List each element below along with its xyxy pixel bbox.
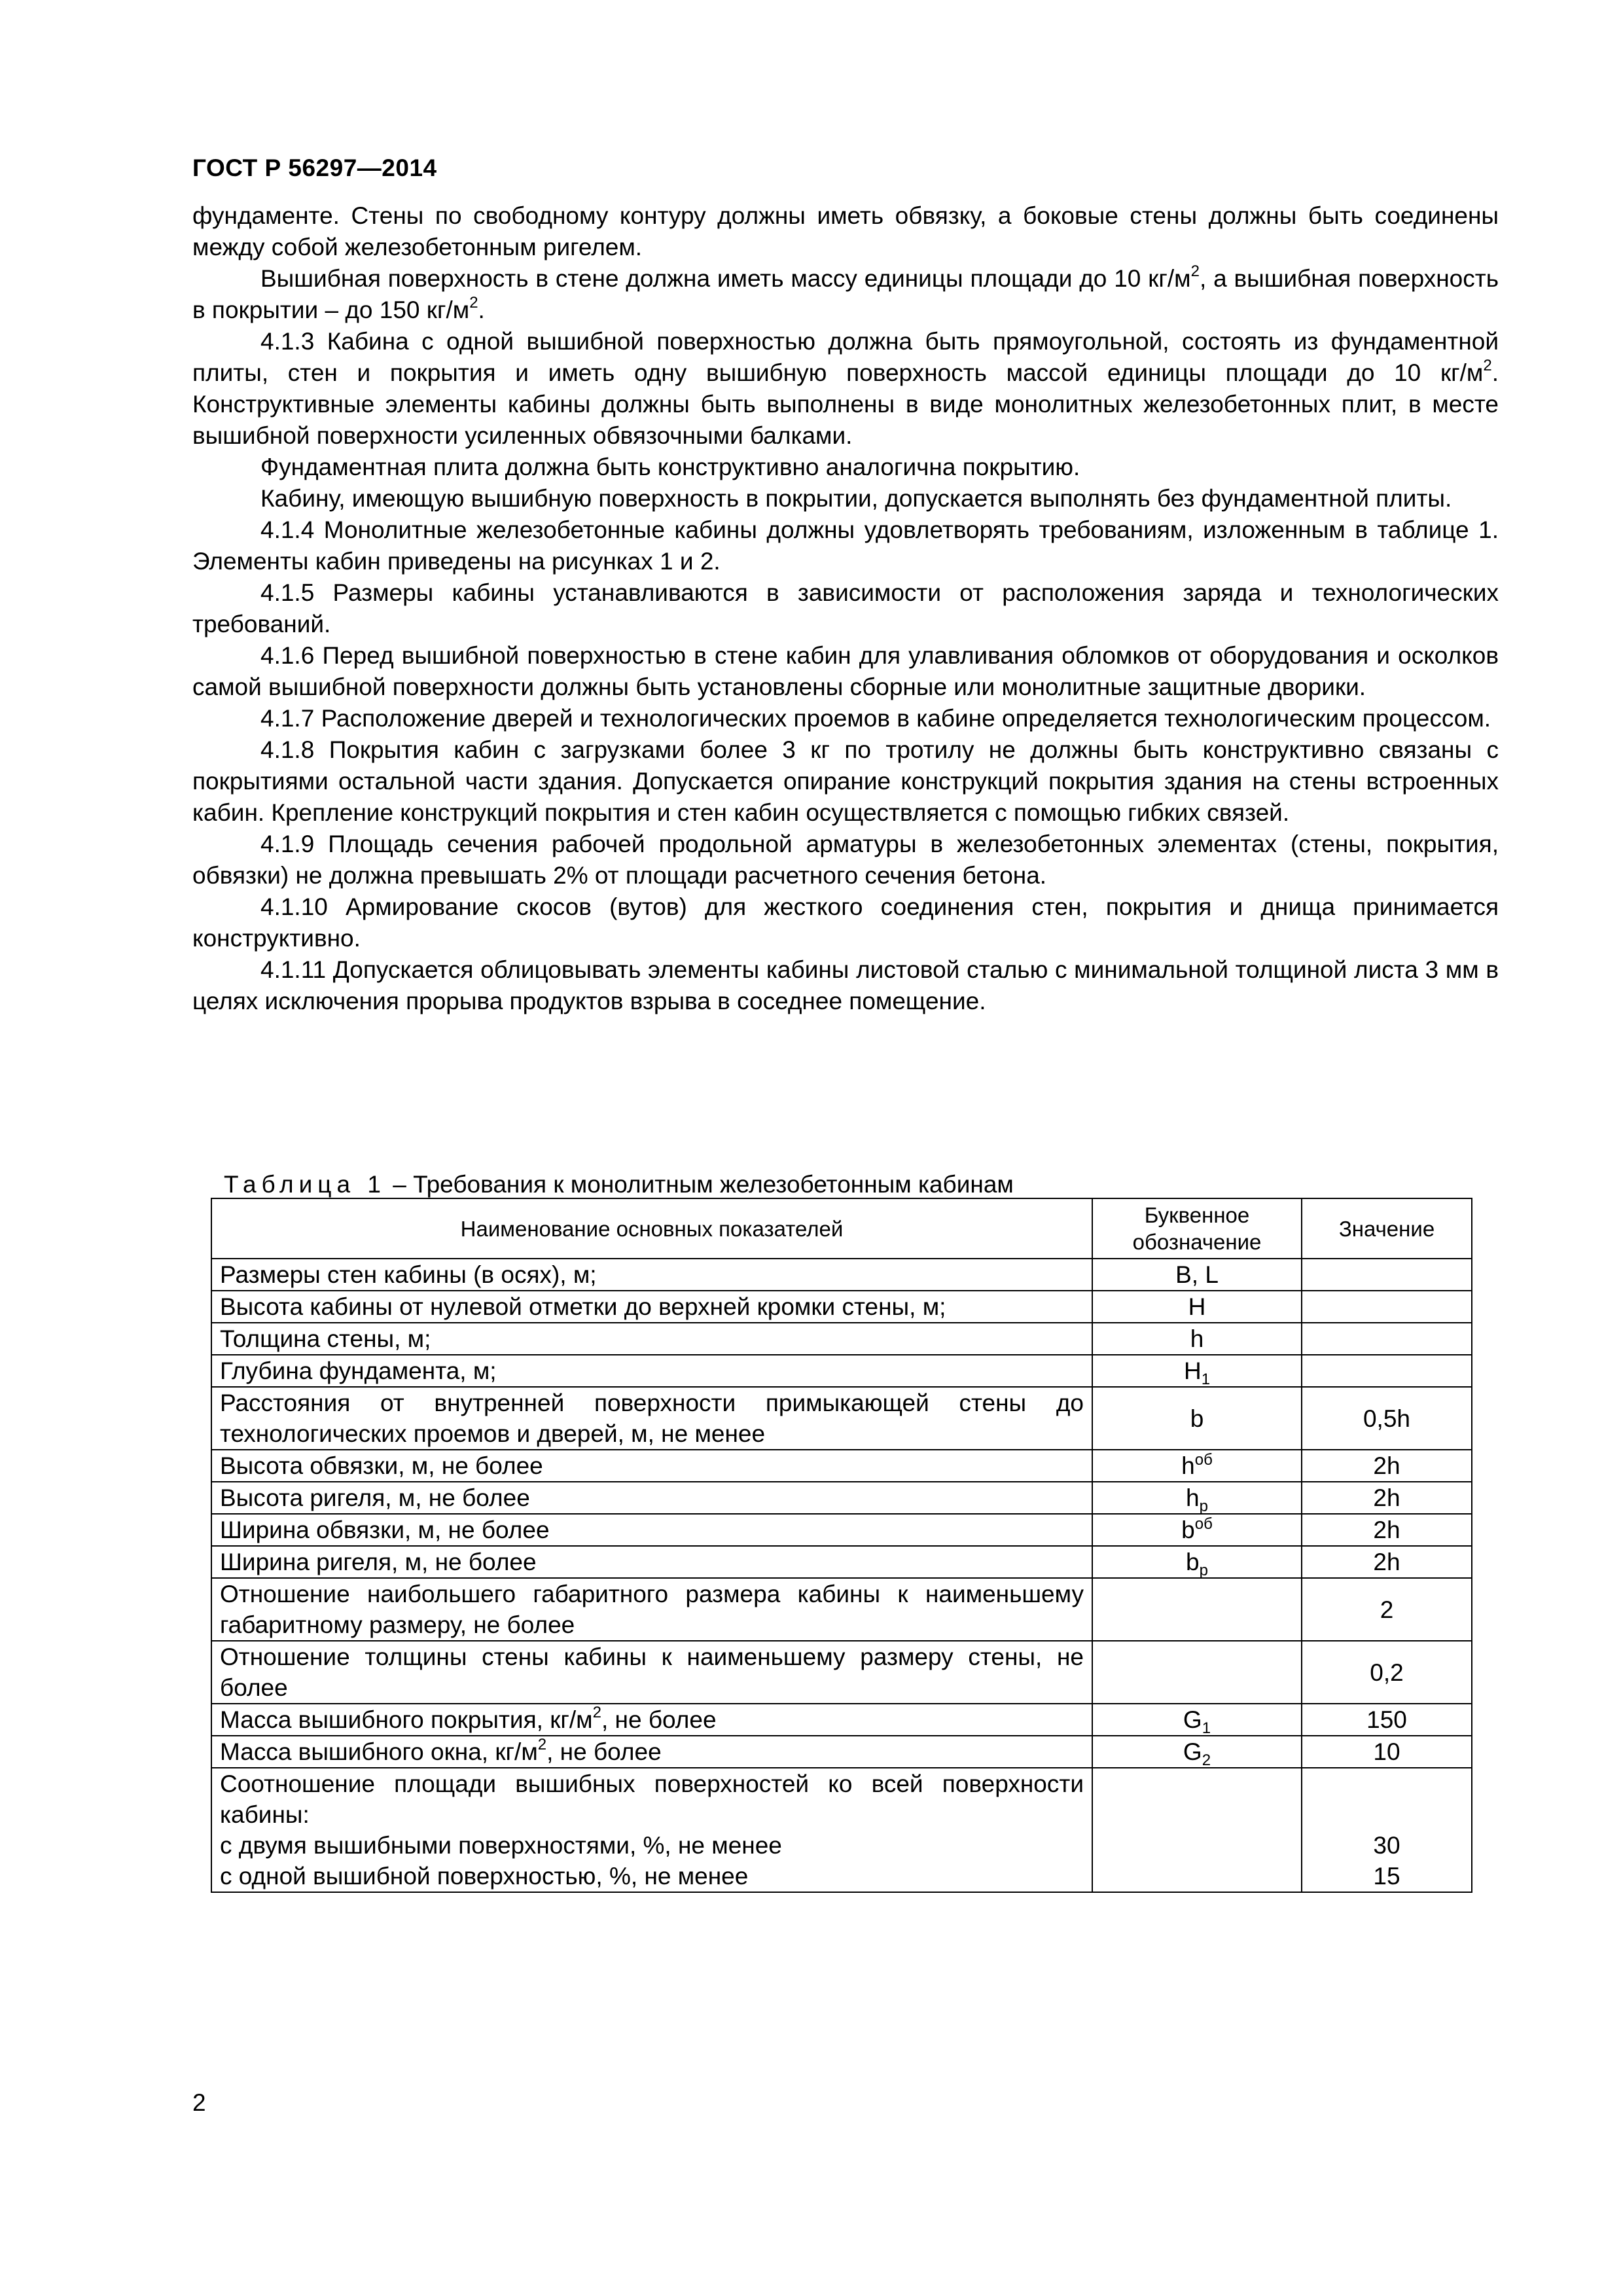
table-row — [211, 1514, 1472, 1546]
paragraph: Кабину, имеющую вышибную поверхность в покрытии, допускается выполнять без фундаментной плиты. — [260, 485, 1452, 512]
row-value: 2h — [1302, 1482, 1472, 1514]
row-symbol: $b^{об}$ — [1092, 1514, 1302, 1546]
paragraph: 4.1.3 Кабина с одной вышибной поверхностью должна быть прямоугольной, состоять из фундаментной плиты, стен и покрытия и иметь одну вышибную поверхность массой единицы площади до 10 $кг/м^2$. Конструктивные элементы кабины должны быть выполнены в виде монолитных железобетонных плит, в месте вышибной поверхности усиленных обвязочными балками. — [192, 328, 1499, 449]
paragraph: Вышибная поверхность в стене должна иметь массу единицы площади до 10 $кг/м^2$, а вышибная поверхность в покрытии – до 150 $кг/м^2$. — [192, 262, 1499, 323]
table-row — [211, 1387, 1472, 1450]
row-value: 2h — [1302, 1546, 1472, 1578]
row-value: 10 — [1302, 1736, 1472, 1768]
paragraph: 4.1.7 Расположение дверей и технологических проемов в кабине определяется технологическим процессом. — [260, 705, 1491, 732]
table-row — [211, 1704, 1472, 1736]
row-name: Размеры стен кабины (в осях), м; — [211, 1259, 1092, 1291]
paragraph: 4.1.6 Перед вышибной поверхностью в стене кабин для улавливания обломков от оборудования и осколков самой вышибной поверхности должны быть установлены сборные или монолитные защитные дворики. — [192, 642, 1499, 700]
row-name: Ширина ригеля, м, не более — [211, 1546, 1092, 1578]
paragraph: Фундаментная плита должна быть конструктивно аналогична покрытию. — [260, 454, 1080, 480]
paragraph: 4.1.4 Монолитные железобетонные кабины должны удовлетворять требованиям, изложенным в таблице 1. Элементы кабин приведены на рисунках 1 и 2. — [192, 516, 1499, 575]
body-text — [192, 200, 1499, 1017]
row-name: Масса вышибного окна, $кг/м^2$, не более — [211, 1736, 1092, 1768]
paragraph: фундаменте. Стены по свободному контуру должны иметь обвязку, а боковые стены должны быть соединены между собой железобетонным ригелем. — [192, 202, 1499, 260]
row-symbol: B, L — [1092, 1259, 1302, 1291]
row-name: Расстояния от внутренней поверхности примыкающей стены до технологических проемов и дверей, м, не менее — [211, 1387, 1092, 1450]
row-symbol — [1092, 1578, 1302, 1641]
requirements-table — [211, 1198, 1472, 1893]
row-name: Высота обвязки, м, не более — [211, 1450, 1092, 1482]
table-row — [211, 1450, 1472, 1482]
row-value — [1302, 1291, 1472, 1323]
row-value — [1302, 1355, 1472, 1387]
page-number: 2 — [192, 2089, 206, 2116]
table-row — [211, 1546, 1472, 1578]
row-value: 2 — [1302, 1578, 1472, 1641]
column-header-name: Наименование основных показателей — [211, 1198, 1092, 1259]
row-symbol: $b_р$ — [1092, 1546, 1302, 1578]
row-symbol: $h_р$ — [1092, 1482, 1302, 1514]
row-symbol: h — [1092, 1323, 1302, 1355]
row-value: 2h — [1302, 1450, 1472, 1482]
row-value — [1302, 1323, 1472, 1355]
row-name: Соотношение площади вышибных поверхностей ко всей поверхности кабины: с двумя вышибными поверхностями, %, не менее с одной вышибной поверхностью, %, не менее — [211, 1768, 1092, 1892]
row-name: Отношение наибольшего габаритного размера кабины к наименьшему габаритному размеру, не более — [211, 1578, 1092, 1641]
table-row — [211, 1482, 1472, 1514]
table-row — [211, 1259, 1472, 1291]
table-row — [211, 1291, 1472, 1323]
row-symbol — [1092, 1641, 1302, 1704]
table-row — [211, 1641, 1472, 1704]
row-name: Высота ригеля, м, не более — [211, 1482, 1092, 1514]
column-header-value: Значение — [1302, 1198, 1472, 1259]
row-name: Толщина стены, м; — [211, 1323, 1092, 1355]
row-value: 0,5h — [1302, 1387, 1472, 1450]
row-symbol: $H_1$ — [1092, 1355, 1302, 1387]
paragraph: 4.1.10 Армирование скосов (вутов) для жесткого соединения стен, покрытия и днища принимается конструктивно. — [192, 893, 1499, 952]
row-symbol: H — [1092, 1291, 1302, 1323]
row-value: 0,2 — [1302, 1641, 1472, 1704]
paragraph: 4.1.5 Размеры кабины устанавливаются в зависимости от расположения заряда и технологических требований. — [192, 579, 1499, 637]
row-symbol — [1092, 1768, 1302, 1892]
row-name: Ширина обвязки, м, не более — [211, 1514, 1092, 1546]
paragraph: 4.1.11 Допускается облицовывать элементы кабины листовой сталью с минимальной толщиной листа 3 мм в целях исключения прорыва продуктов взрыва в соседнее помещение. — [192, 956, 1499, 1014]
table-caption: Таблица 1 – Требования к монолитным железобетонным кабинам — [224, 1171, 1014, 1198]
table-row — [211, 1736, 1472, 1768]
column-header-symbol: Буквенное обозначение — [1092, 1198, 1302, 1259]
table-row — [211, 1578, 1472, 1641]
table-row — [211, 1323, 1472, 1355]
row-name: Масса вышибного покрытия, $кг/м^2$, не более — [211, 1704, 1092, 1736]
row-symbol: $G_2$ — [1092, 1736, 1302, 1768]
table-header-row — [211, 1198, 1472, 1259]
paragraph: 4.1.8 Покрытия кабин с загрузками более 3 кг по тротилу не должны быть конструктивно связаны с покрытиями остальной части здания. Допускается опирание конструкций покрытия здания на стены встроенных кабин. Крепление конструкций покрытия и стен кабин осуществляется с помощью гибких связей. — [192, 736, 1499, 826]
row-value: 30 15 — [1302, 1768, 1472, 1892]
row-value: 150 — [1302, 1704, 1472, 1736]
row-value — [1302, 1259, 1472, 1291]
row-name: Глубина фундамента, м; — [211, 1355, 1092, 1387]
row-value: 2h — [1302, 1514, 1472, 1546]
row-symbol: $h^{об}$ — [1092, 1450, 1302, 1482]
paragraph: 4.1.9 Площадь сечения рабочей продольной арматуры в железобетонных элементах (стены, покрытия, обвязки) не должна превышать 2% от площади расчетного сечения бетона. — [192, 831, 1499, 889]
row-symbol: $G_1$ — [1092, 1704, 1302, 1736]
table-row — [211, 1355, 1472, 1387]
document-header: ГОСТ Р 56297—2014 — [192, 154, 437, 181]
table-row — [211, 1768, 1472, 1892]
row-name: Высота кабины от нулевой отметки до верхней кромки стены, м; — [211, 1291, 1092, 1323]
row-symbol: b — [1092, 1387, 1302, 1450]
row-name: Отношение толщины стены кабины к наименьшему размеру стены, не более — [211, 1641, 1092, 1704]
